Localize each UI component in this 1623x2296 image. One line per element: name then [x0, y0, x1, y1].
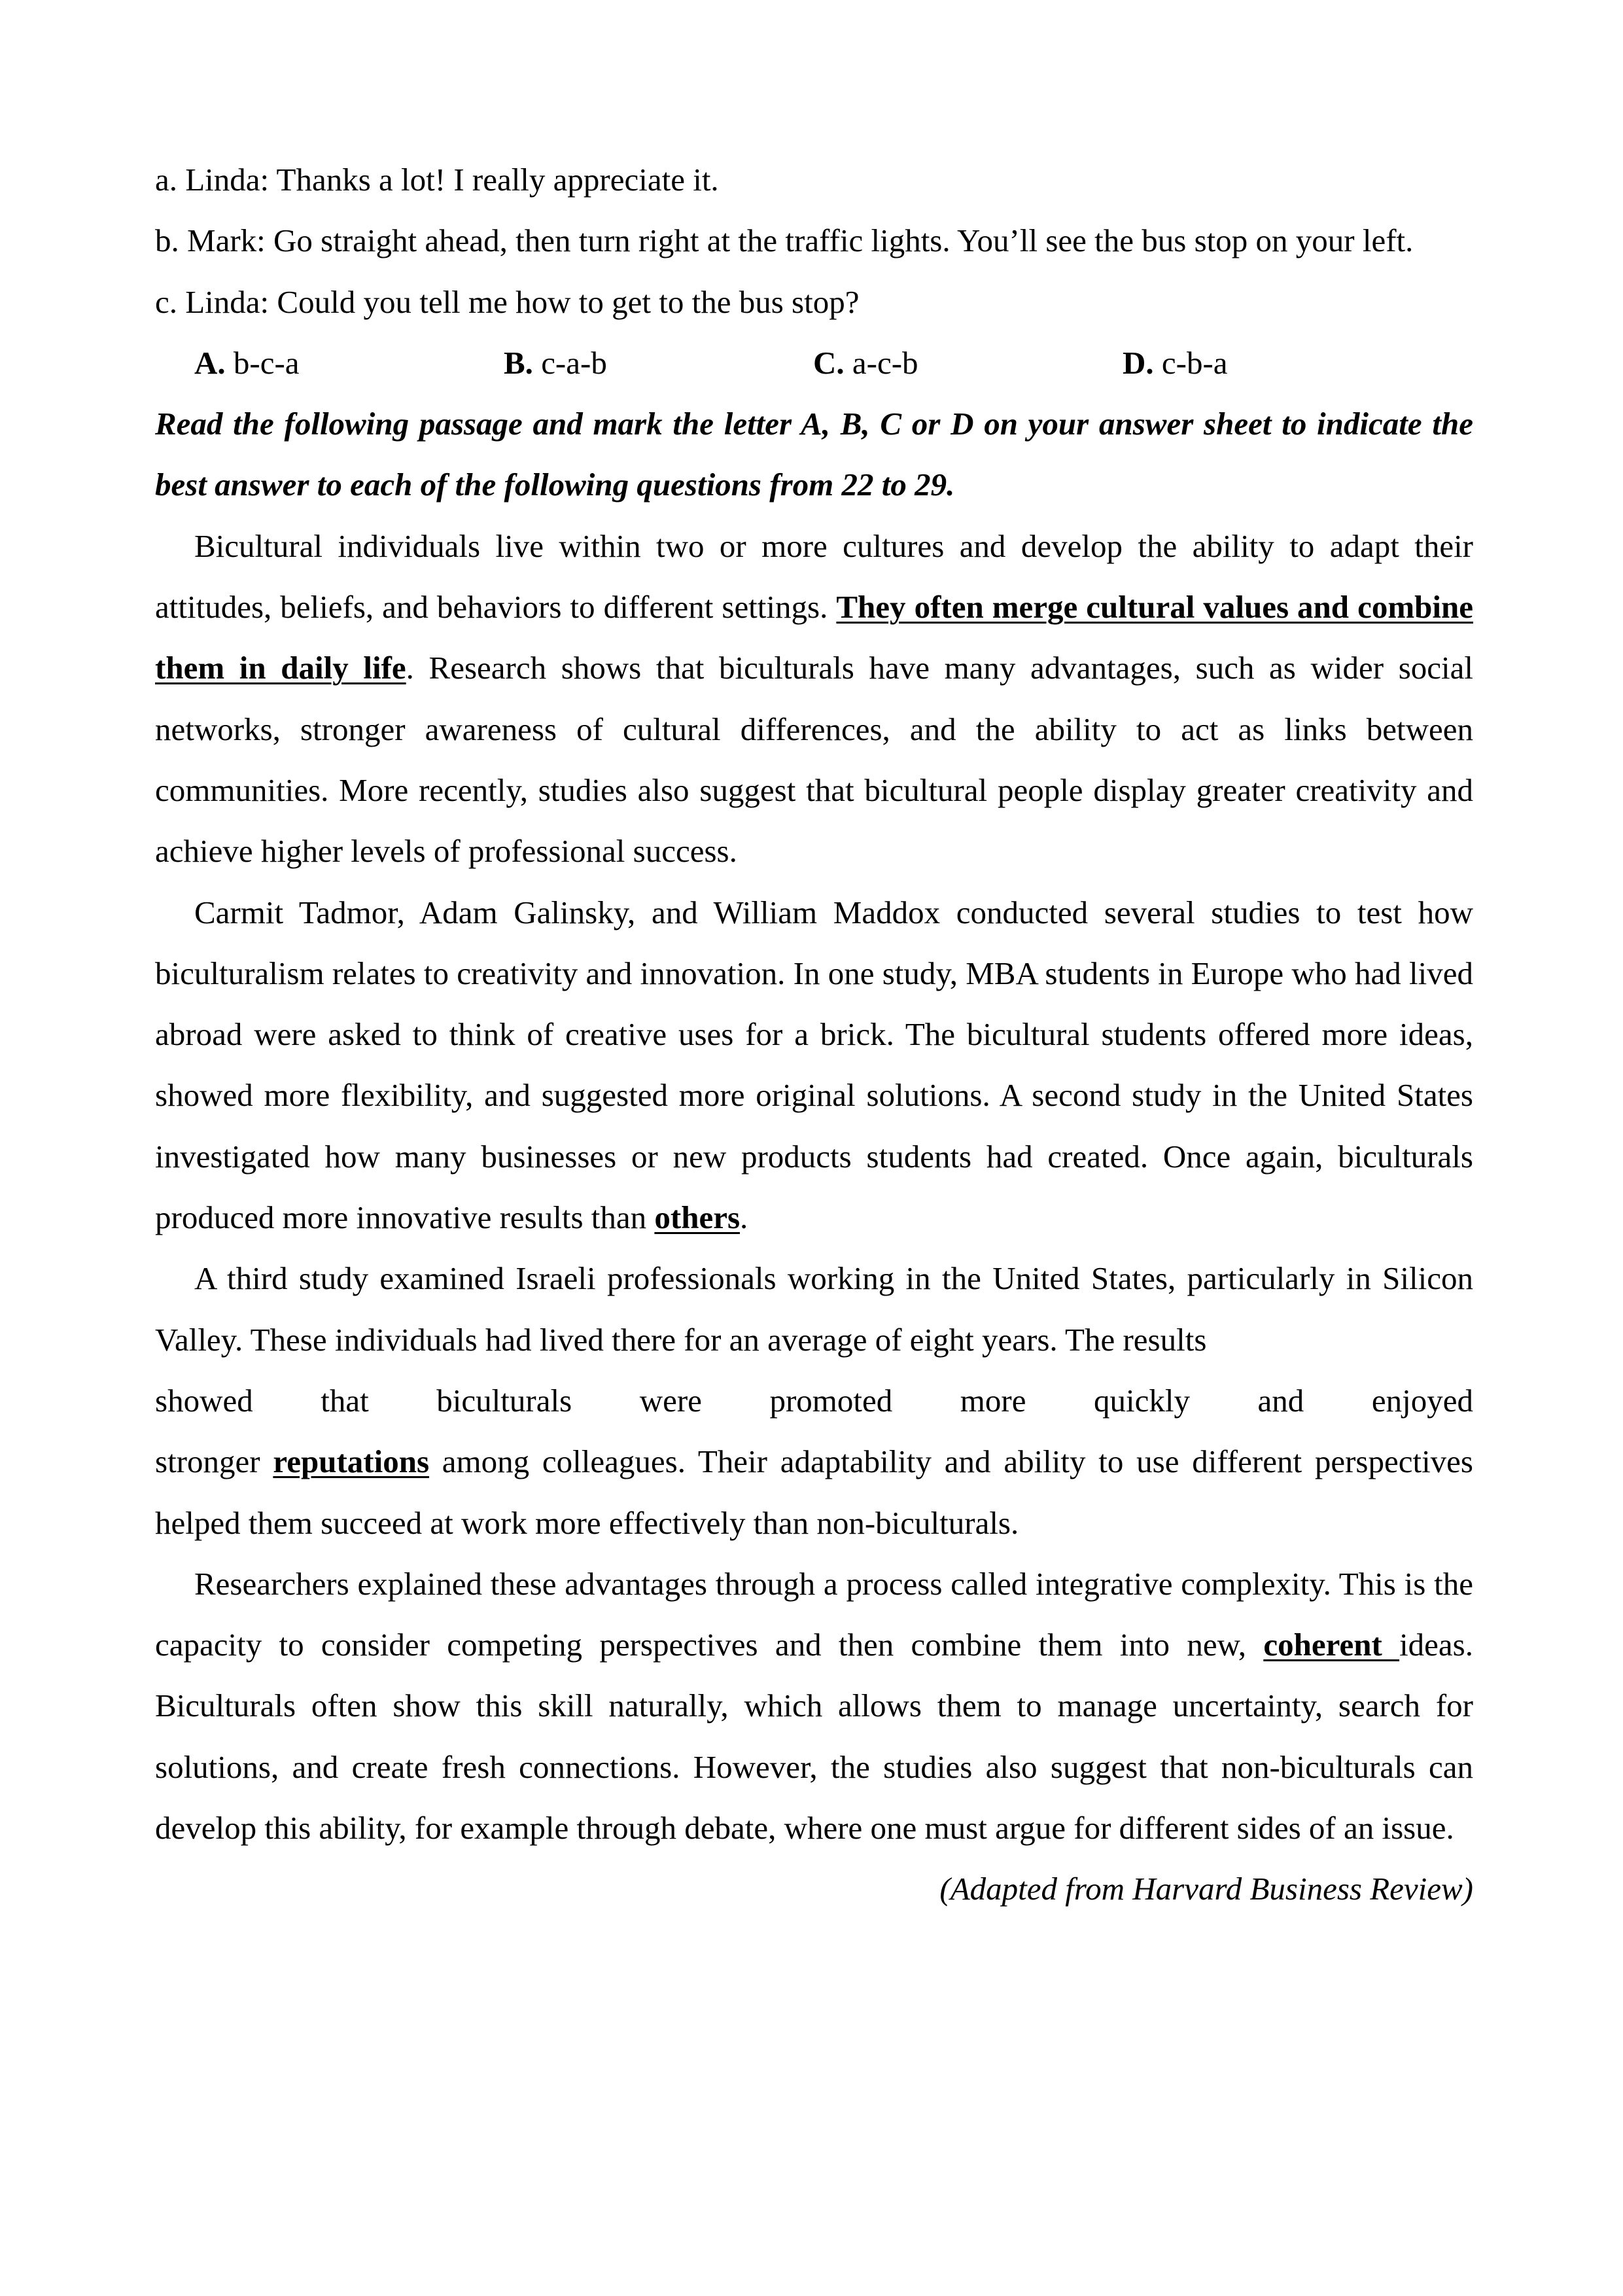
option-letter: C.: [813, 344, 845, 381]
p3-word: were: [639, 1382, 702, 1419]
p3-text-after: among colleagues. Their adaptability and ability to use different perspectives helped them succeed at work more effectively than non-biculturals.: [155, 1443, 1473, 1541]
p4-text-after: ideas. Biculturals often show this skill naturally, which allows them to manage uncertainty, search for solutions, and create fresh connections. However, the studies also suggest that non-biculturals can develop this ability, for example through debate, where one must argue for different sides of an issue.: [155, 1627, 1473, 1846]
option-text: a-c-b: [844, 344, 918, 381]
p3-word: and: [1257, 1382, 1304, 1419]
highlighted-word-coherent: coherent: [1263, 1627, 1400, 1663]
highlighted-word-others: others: [654, 1199, 741, 1236]
highlighted-word-reputations: reputations: [273, 1443, 430, 1480]
option-text: c-b-a: [1153, 344, 1228, 381]
dialogue-line-a: a. Linda: Thanks a lot! I really appreciate it.: [155, 162, 719, 198]
exam-page: [155, 149, 1473, 1920]
p3-word: more: [960, 1382, 1026, 1419]
option-letter: B.: [504, 344, 533, 381]
option-a: [194, 332, 504, 393]
p4-text-before: Researchers explained these advantages through a process called integrative complexity. This is the capacity to consider competing perspectives and then combine them into new,: [155, 1565, 1473, 1663]
passage-paragraph-4: [155, 1553, 1473, 1858]
p3-word: enjoyed: [1371, 1382, 1473, 1419]
p2-text-after: .: [740, 1199, 748, 1236]
passage-paragraph-3: [155, 1248, 1473, 1553]
p3-word: showed: [155, 1382, 253, 1419]
p1-text-after: . Research shows that biculturals have many advantages, such as wider social networks, stronger awareness of cultural differences, and the ability to act as links between communities. More recently, studies also suggest that bicultural people display greater creativity and achieve higher levels of professional success.: [155, 650, 1473, 870]
option-text: c-a-b: [532, 344, 607, 381]
dialogue-line-c: c. Linda: Could you tell me how to get to the bus stop?: [155, 283, 860, 320]
option-text: b-c-a: [225, 344, 300, 381]
highlighted-phrase-merge-values: They often merge cultural values and combine them in daily life: [155, 589, 1474, 686]
option-letter: D.: [1123, 344, 1154, 381]
p2-text-before: Carmit Tadmor, Adam Galinsky, and William Maddox conducted several studies to test how biculturalism relates to creativity and innovation. In one study, MBA students in Europe who had lived abroad were asked to think of creative uses for a brick. The bicultural students offered more ideas, showed more flexibility, and suggested more original solutions. A second study in the United States investigated how many businesses or new products students had created. Once again, biculturals produced more innovative results than: [155, 894, 1473, 1236]
reading-instruction: Read the following passage and mark the letter A, B, C or D on your answer sheet to indicate the best answer to each of the following questions from 22 to 29.: [155, 406, 1473, 503]
p3-word: biculturals: [436, 1382, 572, 1419]
p3-word: promoted: [769, 1382, 893, 1419]
p3-word: that: [321, 1382, 369, 1419]
passage-paragraph-2: [155, 882, 1473, 1248]
p3-word: quickly: [1094, 1382, 1190, 1419]
option-b: [504, 332, 813, 393]
option-letter: A.: [194, 344, 226, 381]
option-c: [813, 332, 1123, 393]
p3-stronger: stronger: [155, 1443, 273, 1480]
p3-text-before: A third study examined Israeli professionals working in the United States, particularly in Silicon Valley. These individuals had lived there for an average of eight years. The results: [155, 1260, 1473, 1358]
passage-paragraph-1: [155, 516, 1473, 882]
option-d: [1123, 332, 1432, 393]
p3-spread-line: [155, 1370, 1473, 1431]
passage-source: (Adapted from Harvard Business Review): [939, 1871, 1473, 1907]
p3-continuation: [155, 1431, 1473, 1553]
answer-options: [155, 332, 1473, 393]
p1-text-before: Bicultural individuals live within two or more cultures and develop the ability to adapt their attitudes, beliefs, and behaviors to different settings.: [155, 527, 1473, 626]
dialogue-line-b: b. Mark: Go straight ahead, then turn right at the traffic lights. You’ll see the bus stop on your left.: [155, 222, 1414, 259]
